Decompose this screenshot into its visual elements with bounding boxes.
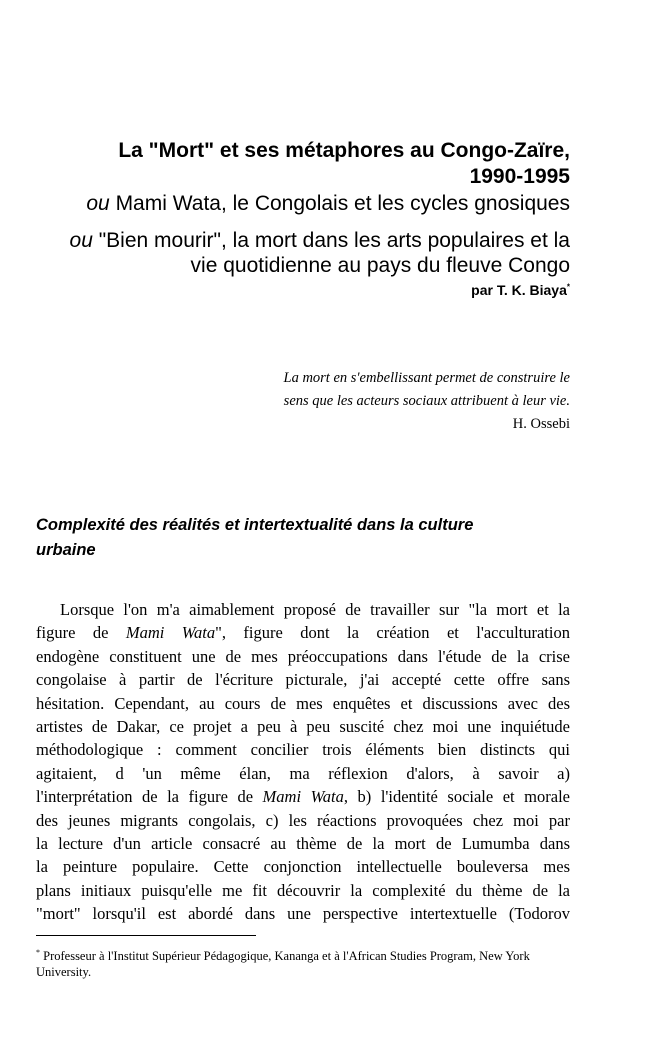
subtitle-ou: ou [69, 229, 93, 252]
body-text-segment: plans initiaux puisqu'elle me fit découvrir la complexité du thème de la [36, 880, 570, 900]
body-text-segment: agitaient, d 'un même élan, ma réflexion d'alors, à savoir a) [36, 763, 570, 783]
footnote-text: Professeur à l'Institut Supérieur Pédagogique, Kananga et à l'African Studies Program, New York University. [36, 949, 530, 980]
italic-term: Mami Wata [262, 787, 344, 807]
author-name: par T. K. Biaya [471, 282, 567, 298]
body-line [36, 879, 570, 902]
epigraph-line-2: sens que les acteurs sociaux attribuent à leur vie. [283, 393, 570, 409]
subtitle-3: vie quotidienne au pays du fleuve Congo [190, 254, 570, 277]
body-text-segment: des jeunes migrants congolais, c) les réactions provoquées chez moi par [36, 810, 570, 830]
body-text-segment: "mort" lorsqu'il est abordé dans une perspective intertextuelle (Todorov [36, 904, 570, 924]
epigraph-attribution: H. Ossebi [512, 416, 570, 432]
body-text-segment: méthodologique : comment concilier trois éléments bien distincts qui [36, 740, 570, 760]
body-line [36, 668, 570, 691]
body-text-segment: Lorsque l'on m'a aimablement proposé de travailler sur "la mort et la [60, 600, 570, 619]
body-line [36, 738, 570, 761]
body-text-segment: la lecture d'un article consacré au thème de la mort de Lumumba dans [36, 833, 570, 853]
subtitle-text: Mami Wata, le Congolais et les cycles gnosiques [109, 192, 570, 215]
body-line [36, 762, 570, 785]
body-line [36, 832, 570, 855]
body-text-segment: l'interprétation de la figure de [36, 787, 263, 807]
author-footnote-mark: * [566, 282, 570, 292]
body-line [36, 809, 570, 832]
footnote [36, 945, 576, 980]
section-heading-line-2: urbaine [36, 541, 96, 559]
subtitle-text: "Bien mourir", la mort dans les arts populaires et la [92, 229, 570, 252]
italic-term: Mami Wata [125, 623, 216, 643]
body-text-segment: artistes de Dakar, ce projet a peu à peu suscité chez moi une inquiétude [36, 716, 570, 736]
body-text-segment: , b) l'identité sociale et morale [343, 787, 570, 807]
body-line [36, 785, 570, 808]
body-line [36, 902, 570, 925]
title-line-1: La "Mort" et ses métaphores au Congo-Zaïre, [118, 139, 570, 162]
subtitle-ou: ou [86, 192, 110, 215]
body-text-segment: endogène constituent une de mes préoccupations dans l'étude de la crise [36, 646, 570, 666]
body-text-segment: ", figure dont la création et l'acculturation [215, 623, 570, 643]
body-line [36, 715, 570, 738]
body-line [36, 621, 570, 644]
body-text-segment: hésitation. Cependant, au cours de mes enquêtes et discussions avec des [36, 693, 570, 713]
footnote-divider [36, 935, 256, 936]
body-line [36, 598, 570, 621]
epigraph-line-1: La mort en s'embellissant permet de construire le [283, 370, 570, 386]
title-line-2: 1990-1995 [469, 165, 570, 188]
body-line [36, 645, 570, 668]
subtitle-1 [86, 191, 570, 217]
section-heading-line-1: Complexité des réalités et intertextualité dans la culture [36, 516, 474, 534]
body-text-segment: la peinture populaire. Cette conjonction intellectuelle bouleversa mes [36, 857, 570, 877]
body-text-segment: congolaise à partir de l'écriture picturale, j'ai accepté cette offre sans [36, 670, 570, 690]
body-line [36, 692, 570, 715]
subtitle-2 [70, 228, 570, 254]
body-text-segment: figure de [36, 623, 126, 643]
body-line [36, 855, 570, 878]
footnote-mark: * [36, 948, 40, 957]
body-text [36, 598, 570, 925]
section-heading [36, 513, 576, 563]
author [471, 282, 570, 298]
